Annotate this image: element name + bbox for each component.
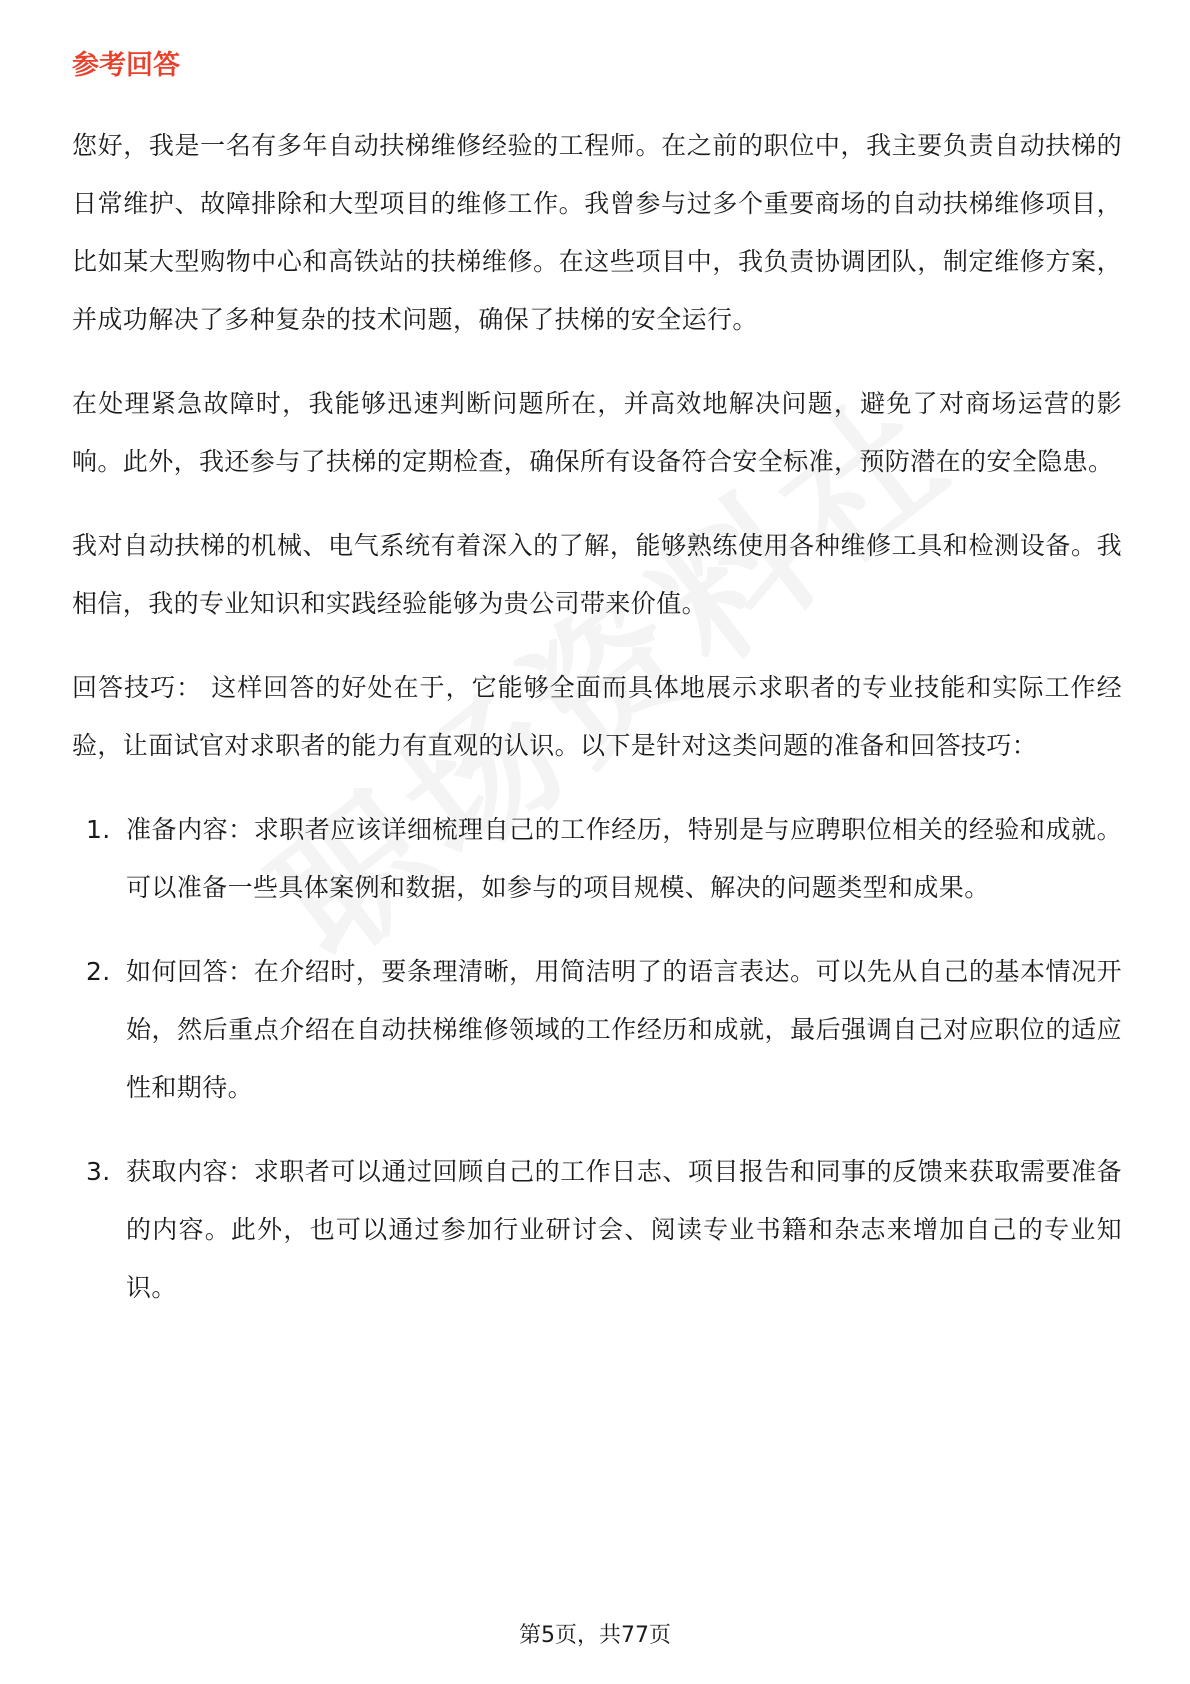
list-item-text: 准备内容：求职者应该详细梳理自己的工作经历，特别是与应聘职位相关的经验和成就。可以准备一些具体案例和数据，如参与的项目规模、解决的问题类型和成果。 bbox=[126, 815, 1122, 902]
list-item-text: 获取内容：求职者可以通过回顾自己的工作日志、项目报告和同事的反馈来获取需要准备的内容。此外，也可以通过参加行业研讨会、阅读专业书籍和杂志来增加自己的专业知识。 bbox=[126, 1157, 1122, 1302]
list-item bbox=[72, 943, 1122, 1117]
list-item bbox=[72, 801, 1122, 917]
section-heading: 参考回答 bbox=[72, 50, 180, 81]
tips-list bbox=[72, 801, 1122, 1317]
answer-body bbox=[72, 117, 1122, 1343]
list-item bbox=[72, 1143, 1122, 1317]
answer-paragraph-3: 我对自动扶梯的机械、电气系统有着深入的了解，能够熟练使用各种维修工具和检测设备。我相信，我的专业知识和实践经验能够为贵公司带来价值。 bbox=[72, 531, 1122, 618]
tips-intro-paragraph: 回答技巧： 这样回答的好处在于，它能够全面而具体地展示求职者的专业技能和实际工作经验，让面试官对求职者的能力有直观的认识。以下是针对这类问题的准备和回答技巧： bbox=[72, 673, 1122, 760]
answer-paragraph-1: 您好，我是一名有多年自动扶梯维修经验的工程师。在之前的职位中，我主要负责自动扶梯的日常维护、故障排除和大型项目的维修工作。我曾参与过多个重要商场的自动扶梯维修项目，比如某大型购物中心和高铁站的扶梯维修。在这些项目中，我负责协调团队，制定维修方案，并成功解决了多种复杂的技术问题，确保了扶梯的安全运行。 bbox=[72, 131, 1122, 334]
list-item-text: 如何回答：在介绍时，要条理清晰，用简洁明了的语言表达。可以先从自己的基本情况开始，然后重点介绍在自动扶梯维修领域的工作经历和成就，最后强调自己对应职位的适应性和期待。 bbox=[126, 957, 1122, 1102]
list-item-number: 1. bbox=[86, 815, 111, 844]
page-number: 第5页，共77页 bbox=[519, 1623, 671, 1648]
list-item-number: 3. bbox=[86, 1157, 111, 1186]
list-item-number: 2. bbox=[86, 957, 111, 986]
answer-paragraph-2: 在处理紧急故障时，我能够迅速判断问题所在，并高效地解决问题，避免了对商场运营的影响。此外，我还参与了扶梯的定期检查，确保所有设备符合安全标准，预防潜在的安全隐患。 bbox=[72, 389, 1122, 476]
